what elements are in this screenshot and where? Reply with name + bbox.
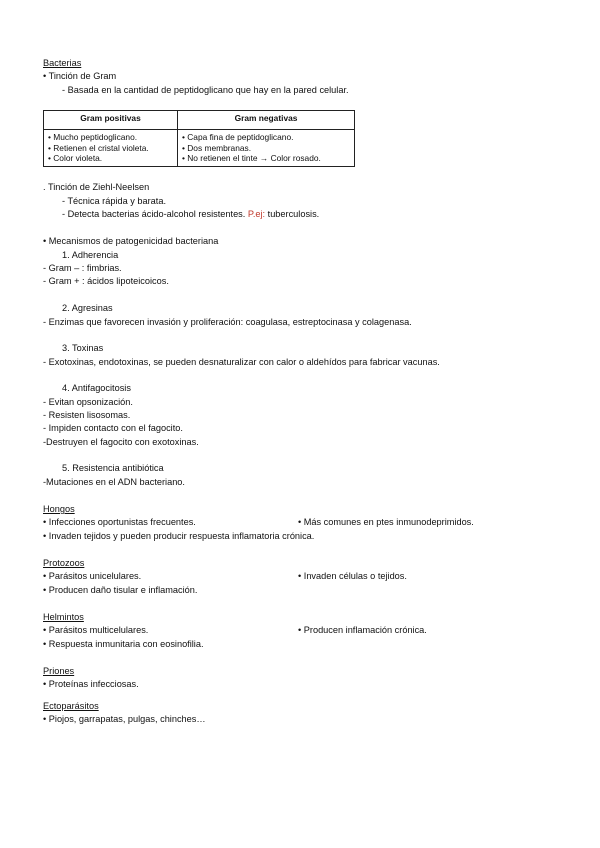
list-item: - Evitan opsonización. <box>43 397 133 407</box>
list-item: • Color violeta. <box>48 153 103 163</box>
pathogenicity-heading: • Mecanismos de patogenicidad bacteriana <box>43 236 219 246</box>
list-item: - Gram + : ácidos lipoteicoicos. <box>43 276 169 286</box>
section-title-ectoparasitos: Ectoparásitos <box>43 701 99 711</box>
list-item: • Dos membranas. <box>182 142 252 153</box>
table-header-gram-negative: Gram negativas <box>178 111 355 130</box>
gram-negative-cell <box>178 130 355 167</box>
list-item: - Resisten lisosomas. <box>43 410 131 420</box>
mechanism-heading-resistencia: 5. Resistencia antibiótica <box>62 463 164 473</box>
list-item: - Gram – : fimbrias. <box>43 263 122 273</box>
mechanism-heading-toxinas: 3. Toxinas <box>62 343 104 353</box>
list-item: • Parásitos multicelulares. <box>43 625 149 635</box>
list-item: • Retienen el cristal violeta. <box>48 142 149 153</box>
list-item: • Producen daño tisular e inflamación. <box>43 585 198 595</box>
list-item: • Parásitos unicelulares. <box>43 571 142 581</box>
mechanism-heading-agresinas: 2. Agresinas <box>62 303 113 313</box>
list-item: • Piojos, garrapatas, pulgas, chinches… <box>43 714 206 724</box>
table-header-gram-positive: Gram positivas <box>44 111 178 130</box>
section-title-bacterias: Bacterias <box>43 58 82 68</box>
list-item: - Técnica rápida y barata. <box>62 196 167 206</box>
section-title-protozoos: Protozoos <box>43 558 85 568</box>
ziehl-item-text: - Detecta bacterias ácido-alcohol resistentes. <box>62 209 248 219</box>
list-item: • Mucho peptidoglicano. <box>48 132 138 142</box>
list-item: • Infecciones oportunistas frecuentes. <box>43 517 196 527</box>
ziehl-neelsen-heading: . Tinción de Ziehl-Neelsen <box>43 182 150 192</box>
gram-comparison-table <box>43 110 355 167</box>
list-item: • Invaden células o tejidos. <box>298 571 407 581</box>
gram-stain-heading: • Tinción de Gram <box>43 71 117 81</box>
section-title-helmintos: Helmintos <box>43 612 84 622</box>
list-item: • Proteínas infecciosas. <box>43 679 139 689</box>
section-title-priones: Priones <box>43 666 75 676</box>
list-item: - Exotoxinas, endotoxinas, se pueden desnaturalizar con calor o aldehídos para fabricar vacunas. <box>43 357 440 367</box>
list-item: • Producen inflamación crónica. <box>298 625 427 635</box>
list-item: -Mutaciones en el ADN bacteriano. <box>43 477 185 487</box>
section-title-hongos: Hongos <box>43 504 75 514</box>
list-item: -Destruyen el fagocito con exotoxinas. <box>43 437 199 447</box>
list-item <box>62 208 319 220</box>
list-item: • Capa fina de peptidoglicano. <box>182 132 294 142</box>
example-value: tuberculosis. <box>265 209 320 219</box>
list-item: • No retienen el tinte → Color rosado. <box>182 153 321 163</box>
mechanism-heading-antifagocitosis: 4. Antifagocitosis <box>62 383 131 393</box>
mechanism-heading-adherencia: 1. Adherencia <box>62 250 119 260</box>
list-item: • Más comunes en ptes inmunodeprimidos. <box>298 517 474 527</box>
gram-stain-description: - Basada en la cantidad de peptidoglicano que hay en la pared celular. <box>62 85 349 95</box>
gram-positive-cell <box>44 130 178 167</box>
list-item: - Impiden contacto con el fagocito. <box>43 423 183 433</box>
example-label: P.ej: <box>247 209 266 219</box>
list-item: • Respuesta inmunitaria con eosinofilia. <box>43 639 204 649</box>
list-item: - Enzimas que favorecen invasión y proliferación: coagulasa, estreptocinasa y colagenasa. <box>43 317 412 327</box>
list-item: • Invaden tejidos y pueden producir respuesta inflamatoria crónica. <box>43 531 315 541</box>
